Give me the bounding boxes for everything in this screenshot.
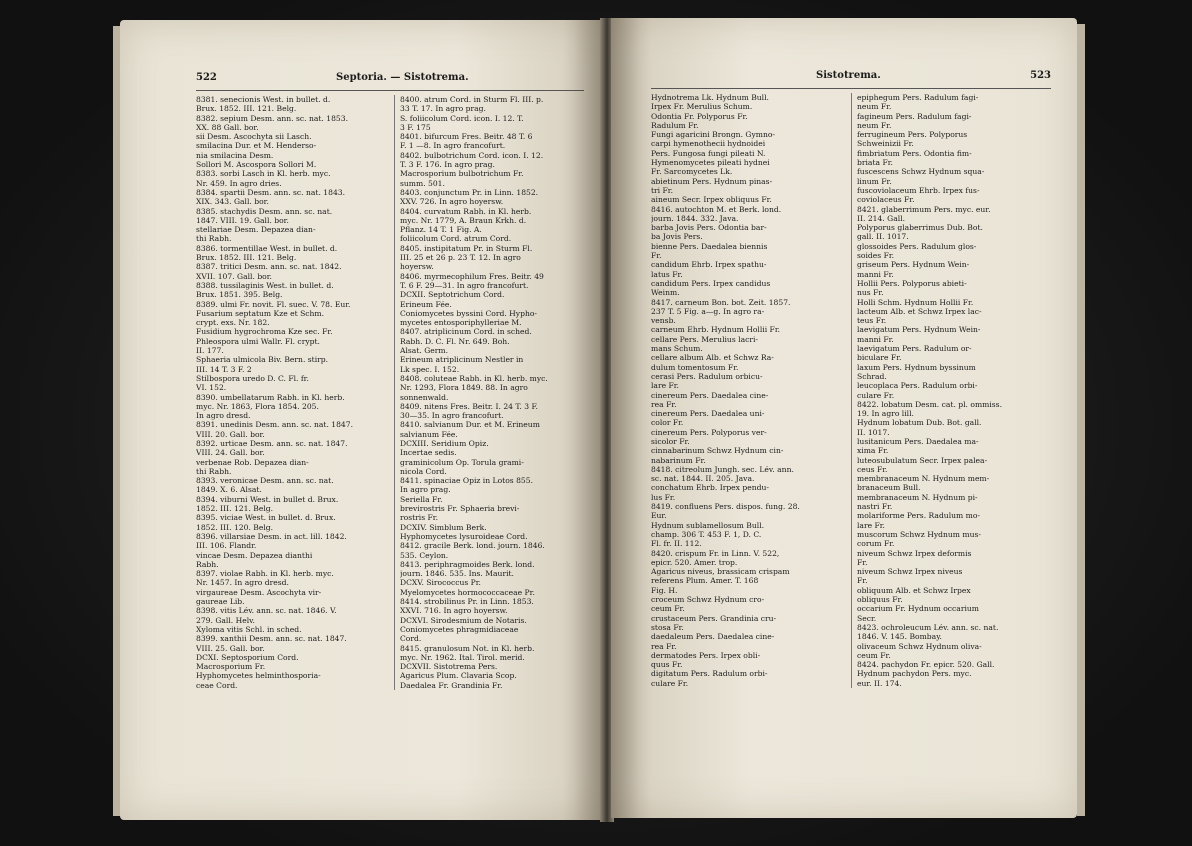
text-line: cinereum Pers. Polyporus ver- xyxy=(651,427,767,437)
left-page xyxy=(120,20,603,820)
text-line: ferrugineum Pers. Polyporus xyxy=(857,130,968,140)
text-line: Nr. 1457. In agro dresd. xyxy=(196,578,289,588)
text-line: Schweinizii Fr. xyxy=(857,139,914,149)
text-line: 8404. curvatum Rabh. in Kl. herb. xyxy=(400,206,532,216)
text-line: ceus Fr. xyxy=(857,464,888,474)
text-line: cinnabarinum Schwz Hydnum cin- xyxy=(651,446,784,456)
text-line: Fungi agaricini Brongn. Gymno- xyxy=(651,130,775,140)
text-line: 237 T. 5 Fig. a—g. In agro ra- xyxy=(651,306,765,316)
text-line: eur. II. 174. xyxy=(857,678,902,688)
text-line: T. 6 F. 29—31. In agro francofurt. xyxy=(400,280,529,290)
text-line: 8381. senecionis West. in bullet. d. xyxy=(196,95,331,104)
right-header-rule xyxy=(651,88,1051,89)
text-line: 8401. bifurcum Fres. Beitr. 48 T. 6 xyxy=(400,132,533,142)
text-line: rea Fr. xyxy=(651,641,677,651)
text-line: III. 106. Flandr. xyxy=(196,541,257,551)
text-line: 8418. citreolum Jungh. sec. Lév. ann. xyxy=(651,464,794,474)
text-line: biculare Fr. xyxy=(857,353,902,363)
text-line: nicola Cord. xyxy=(400,466,447,476)
text-line: 8384. spartii Desm. ann. sc. nat. 1843. xyxy=(196,187,346,197)
text-line: 8383. sorbi Lasch in Kl. herb. myc. xyxy=(196,169,331,179)
text-line: leucoplaca Pers. Radulum orbi- xyxy=(857,381,978,391)
text-line: 8385. stachydis Desm. ann. sc. nat. xyxy=(196,206,333,216)
text-line: obliquus Fr. xyxy=(857,595,903,605)
text-line: muscorum Schwz Hydnum mus- xyxy=(857,529,981,539)
text-line: abietinum Pers. Hydnum pinas- xyxy=(651,176,773,186)
text-line: 8412. gracile Berk. lond. journ. 1846. xyxy=(400,541,545,551)
text-line: nabarinum Fr. xyxy=(651,455,706,465)
text-line: 8421. glaberrimum Pers. myc. eur. xyxy=(857,204,991,214)
right-column-2 xyxy=(851,93,1047,688)
text-line: T. 3 F. 176. In agro prag. xyxy=(400,160,495,170)
text-line: laevigatum Pers. Hydnum Wein- xyxy=(857,325,981,335)
text-line: brevirostris Fr. Sphaeria brevi- xyxy=(400,504,520,514)
text-line: 8415. granulosum Not. in Kl. herb. xyxy=(400,643,535,653)
text-line: verbenae Rob. Depazea dian- xyxy=(196,457,309,467)
text-line: glossoides Pers. Radulum glos- xyxy=(857,241,977,251)
left-column-1 xyxy=(196,95,384,690)
text-line: Weinm. xyxy=(651,288,680,298)
text-line: XVII. 107. Gall. bor. xyxy=(196,271,272,281)
text-line: gall. II. 1017. xyxy=(857,232,909,242)
text-line: 8387. tritici Desm. ann. sc. nat. 1842. xyxy=(196,262,342,272)
text-line: thi Rabh. xyxy=(196,234,232,244)
text-line: II. 214. Gall. xyxy=(857,213,906,223)
text-line: 33 T. 17. In agro prag. xyxy=(400,104,486,114)
right-page-number: 523 xyxy=(1030,70,1051,81)
text-line: Brux. 1851. 395. Belg. xyxy=(196,290,283,300)
text-line: salvianum Fée. xyxy=(400,429,458,439)
right-fold-shadow xyxy=(611,18,651,818)
text-line: 1846. V. 145. Bombay. xyxy=(857,632,942,642)
text-line: DCXVI. Sirodesmium de Notaris. xyxy=(400,615,527,625)
text-line: Coniomycetes byssini Cord. Hypho- xyxy=(400,308,537,318)
text-line: Fusarium septatum Kze et Schm. xyxy=(196,308,325,318)
text-line: vensb. xyxy=(651,316,676,326)
text-line: II. 1017. xyxy=(857,427,890,437)
text-line: 8420. crispum Fr. in Linn. V. 522, xyxy=(651,548,780,558)
text-line: 8416. autochton M. et Berk. lond. xyxy=(651,204,782,214)
text-line: 8390. umbellatarum Rabh. in Kl. herb. xyxy=(196,392,345,402)
text-line: foliicolum Cord. atrum Cord. xyxy=(400,234,512,244)
text-line: 8398. vitis Lév. ann. sc. nat. 1846. V. xyxy=(196,606,337,616)
text-line: Fr. xyxy=(857,576,868,586)
text-line: branaceum Bull. xyxy=(857,483,921,493)
text-line: XXV. 726. In agro hoyersw. xyxy=(400,197,504,207)
text-line: referens Plum. Amer. T. 168 xyxy=(651,576,759,586)
text-line: virgaureae Desm. Ascochyta vir- xyxy=(196,587,322,597)
text-line: DCXIV. Simblum Berk. xyxy=(400,522,487,532)
text-line: 8424. pachydon Fr. epicr. 520. Gall. xyxy=(857,660,995,670)
text-line: culare Fr. xyxy=(857,390,895,400)
text-line: fimbriatum Pers. Odontia fim- xyxy=(857,148,972,158)
text-line: 8399. xanthii Desm. ann. sc. nat. 1847. xyxy=(196,634,347,644)
text-line: Eur. xyxy=(651,511,667,521)
text-line: 8405. instipitatum Pr. in Sturm Fl. xyxy=(400,243,533,253)
text-line: candidum Pers. Irpex candidus xyxy=(651,278,771,288)
text-line: digitatum Pers. Radulum orbi- xyxy=(651,669,768,679)
text-line: culare Fr. xyxy=(651,678,689,688)
text-line: 8389. ulmi Fr. novit. Fl. suec. V. 78. Eur. xyxy=(196,299,351,309)
text-line: 8391. unedinis Desm. ann. sc. nat. 1847. xyxy=(196,420,354,430)
text-line: sonnenwald. xyxy=(400,392,449,402)
text-line: Hydnum pachydon Pers. myc. xyxy=(857,669,972,679)
text-line: Fr. xyxy=(651,251,662,261)
text-line: Odontia Fr. Polyporus Fr. xyxy=(651,111,748,121)
text-line: 8406. myrmecophilum Fres. Beitr. 49 xyxy=(400,271,544,281)
text-line: 1852. III. 121. Belg. xyxy=(196,504,274,514)
text-line: ceum Fr. xyxy=(857,650,891,660)
text-line: XXVI. 716. In agro hoyersw. xyxy=(400,606,508,616)
left-column-2 xyxy=(394,95,588,690)
text-line: dermatodes Pers. Irpex obli- xyxy=(651,650,761,660)
text-line: Phleospora ulmi Wallr. Fl. crypt. xyxy=(196,336,320,346)
text-line: niveum Schwz Irpex niveus xyxy=(857,567,963,577)
text-line: VI. 152. xyxy=(196,383,227,393)
text-line: 279. Gall. Helv. xyxy=(196,615,255,625)
text-line: Stilbospora uredo D. C. Fl. fr. xyxy=(196,373,309,383)
text-line: Cord. xyxy=(400,634,422,644)
text-line: Pflanz. 14 T. 1 Fig. A. xyxy=(400,225,482,235)
text-line: nus Fr. xyxy=(857,288,884,298)
text-line: sii Desm. Ascochyta sii Lasch. xyxy=(196,132,312,142)
text-line: Incertae sedis. xyxy=(400,448,457,458)
text-line: cinereum Pers. Daedalea cine- xyxy=(651,390,769,400)
text-line: DCXI. Septosporium Cord. xyxy=(196,652,299,662)
text-line: membranaceum N. Hydnum pi- xyxy=(857,492,978,502)
text-line: 8403. conjunctum Pr. in Linn. 1852. xyxy=(400,187,539,197)
text-line: 8393. veronicae Desm. ann. sc. nat. xyxy=(196,476,334,486)
text-line: smilacina Dur. et M. Henderso- xyxy=(196,141,317,151)
text-line: In agro prag. xyxy=(400,485,451,495)
text-line: fagineum Pers. Radulum fagi- xyxy=(857,111,972,121)
text-line: Rabh. xyxy=(196,559,219,569)
text-line: coviolaceus Fr. xyxy=(857,195,915,205)
text-line: carpi hymenothecii hydnoidei xyxy=(651,139,766,149)
text-line: fuscescens Schwz Hydnum squa- xyxy=(857,167,985,177)
text-line: 8395. viciae West. in bullet. d. Brux. xyxy=(196,513,336,523)
text-line: latus Fr. xyxy=(651,269,683,279)
text-line: 19. In agro lill. xyxy=(857,409,914,419)
text-line: DCXV. Sirococcus Pr. xyxy=(400,578,481,588)
text-line: lus Fr. xyxy=(651,492,676,502)
text-line: manni Fr. xyxy=(857,334,894,344)
text-line: color Fr. xyxy=(651,418,684,428)
text-line: graminicolum Op. Torula grami- xyxy=(400,457,524,467)
text-line: champ. 306 T. 453 F. 1, D. C. xyxy=(651,529,762,539)
right-running-title: Sistotrema. xyxy=(816,70,881,81)
text-line: summ. 501. xyxy=(400,178,445,188)
right-page xyxy=(611,18,1077,818)
text-line: occarium Fr. Hydnum occarium xyxy=(857,604,979,614)
text-line: 8410. salvianum Dur. et M. Erineum xyxy=(400,420,540,430)
text-line: briata Fr. xyxy=(857,158,893,168)
text-line: 8392. urticae Desm. ann. sc. nat. 1847. xyxy=(196,438,348,448)
text-line: 8397. violae Rabh. in Kl. herb. myc. xyxy=(196,569,334,579)
text-line: 8396. villarsiae Desm. in act. lill. 1842. xyxy=(196,531,347,541)
text-line: luteosubulatum Secr. Irpex palea- xyxy=(857,455,988,465)
text-line: XX. 88 Gall. bor. xyxy=(196,122,259,132)
text-line: vincae Desm. Depazea dianthi xyxy=(196,550,313,560)
text-line: Fr. xyxy=(857,557,868,567)
text-line: 535. Ceylon. xyxy=(400,550,449,560)
text-line: 8408. coluteae Rabh. in Kl. herb. myc. xyxy=(400,373,548,383)
text-line: lusitanicum Pers. Daedalea ma- xyxy=(857,436,979,446)
text-line: ba Jovis Pers. xyxy=(651,232,703,242)
text-line: epicr. 520. Amer. trop. xyxy=(651,557,738,567)
text-line: II. 177. xyxy=(196,346,224,356)
text-line: VIII. 25. Gall. bor. xyxy=(196,643,265,653)
text-line: In agro dresd. xyxy=(196,411,251,421)
text-line: Sollori M. Ascospora Sollori M. xyxy=(196,160,317,170)
text-line: barba Jovis Pers. Odontia bar- xyxy=(651,223,767,233)
text-line: Rabh. D. C. Fl. Nr. 649. Boh. xyxy=(400,336,510,346)
left-running-title: Septoria. — Sistotrema. xyxy=(336,72,469,83)
text-line: Schrad. xyxy=(857,371,887,381)
text-line: Fusidium hygrochroma Kze sec. Fr. xyxy=(196,327,333,337)
text-line: Coniomycetes phragmidiaceae xyxy=(400,624,519,634)
text-line: 8414. strobilinus Pr. in Linn. 1853. xyxy=(400,597,534,607)
text-line: Polyporus glaberrimus Dub. Bot. xyxy=(857,223,983,233)
text-line: cellare album Alb. et Schwz Ra- xyxy=(651,353,774,363)
text-line: 8400. atrum Cord. in Sturm Fl. III. p. xyxy=(400,95,544,104)
text-line: myc. Nr. 1863, Flora 1854. 205. xyxy=(196,401,319,411)
text-line: 8388. tussilaginis West. in bullet. d. xyxy=(196,280,334,290)
text-line: F. 1 —8. In agro francofurt. xyxy=(400,141,506,151)
text-line: lare Fr. xyxy=(857,520,885,530)
left-page-number: 522 xyxy=(196,72,217,83)
text-line: Agaricus Plum. Clavaria Scop. xyxy=(400,671,517,681)
text-line: Fl. fr. II. 112. xyxy=(651,539,702,549)
text-line: Hollii Pers. Polyporus abieti- xyxy=(857,278,967,288)
text-line: candidum Ehrb. Irpex spathu- xyxy=(651,260,767,270)
text-line: teus Fr. xyxy=(857,316,887,326)
text-line: XIX. 343. Gall. bor. xyxy=(196,197,269,207)
text-line: Erineum atriplicinum Nestler in xyxy=(400,355,524,365)
text-line: journ. 1846. 535. Ins. Maurit. xyxy=(400,569,514,579)
text-line: Hymenomycetes pileati hydnei xyxy=(651,158,770,168)
text-line: cinereum Pers. Daedalea uni- xyxy=(651,409,765,419)
text-line: Nr. 459. In agro dries. xyxy=(196,178,282,188)
text-line: daedaleum Pers. Daedalea cine- xyxy=(651,632,775,642)
text-line: 8402. bulbotrichum Cord. icon. I. 12. xyxy=(400,150,544,160)
text-line: carneum Ehrb. Hydnum Hollii Fr. xyxy=(651,325,781,335)
text-line: VIII. 24. Gall. bor. xyxy=(196,448,265,458)
left-columns xyxy=(196,95,588,690)
text-line: cellare Pers. Merulius lacri- xyxy=(651,334,758,344)
text-line: fuscoviolaceum Ehrb. Irpex fus- xyxy=(857,185,980,195)
text-line: tri Fr. xyxy=(651,185,674,195)
text-line: niveum Schwz Irpex deformis xyxy=(857,548,972,558)
text-line: gaureae Lib. xyxy=(196,597,245,607)
text-line: laxum Pers. Hydnum byssinum xyxy=(857,362,976,372)
text-line: Radulum Fr. xyxy=(651,120,699,130)
right-page-edges xyxy=(1077,24,1085,816)
text-line: Hydnotrema Lk. Hydnum Bull. xyxy=(651,93,769,102)
text-line: croceum Schwz Hydnum cro- xyxy=(651,595,765,605)
text-line: 8407. atriplicinum Cord. in sched. xyxy=(400,327,532,337)
text-line: ceae Cord. xyxy=(196,680,238,690)
text-line: Agaricus niveus, brassicam crispam xyxy=(651,567,790,577)
text-line: stellariae Desm. Depazea dian- xyxy=(196,225,316,235)
text-line: griseum Pers. Hydnum Wein- xyxy=(857,260,970,270)
text-line: stosa Fr. xyxy=(651,622,684,632)
text-line: 8417. carneum Bon. bot. Zeit. 1857. xyxy=(651,297,791,307)
text-line: ceum Fr. xyxy=(651,604,685,614)
text-line: xima Fr. xyxy=(857,446,889,456)
text-line: Holli Schm. Hydnum Hollii Fr. xyxy=(857,297,974,307)
text-line: Daedalea Fr. Grandinia Fr. xyxy=(400,680,503,690)
text-line: soides Fr. xyxy=(857,251,895,261)
text-line: 8394. viburni West. in bullet d. Brux. xyxy=(196,494,339,504)
text-line: sc. nat. 1844. II. 205. Java. xyxy=(651,474,755,484)
text-line: neum Fr. xyxy=(857,120,892,130)
text-line: journ. 1844. 332. Java. xyxy=(651,213,739,223)
text-line: Hydnum sublamellosum Bull. xyxy=(651,520,765,530)
text-line: rea Fr. xyxy=(651,399,677,409)
text-line: 8423. ochroleucum Lév. ann. sc. nat. xyxy=(857,622,999,632)
text-line: sicolor Fr. xyxy=(651,436,690,446)
text-line: hoyersw. xyxy=(400,262,434,272)
text-line: 8413. periphragmoides Berk. lond. xyxy=(400,559,535,569)
text-line: nastri Fr. xyxy=(857,502,893,512)
text-line: Secr. xyxy=(857,613,877,623)
text-line: myc. Nr. 1962. Ital. Tirol. merid. xyxy=(400,652,525,662)
text-line: membranaceum N. Hydnum mem- xyxy=(857,474,990,484)
text-line: mycetes entosporiphylleriae M. xyxy=(400,318,522,328)
text-line: 8382. sepium Desm. ann. sc. nat. 1853. xyxy=(196,113,348,123)
text-line: bienne Pers. Daedalea biennis xyxy=(651,241,768,251)
text-line: Sphaeria ulmicola Biv. Bern. stirp. xyxy=(196,355,329,365)
text-line: Erineum Fée. xyxy=(400,299,452,309)
text-line: Fig. H. xyxy=(651,585,678,595)
text-line: conchatum Ehrb. Irpex pendu- xyxy=(651,483,769,493)
left-header-rule xyxy=(196,90,584,91)
text-line: lare Fr. xyxy=(651,381,679,391)
text-line: 8422. lobatum Desm. cat. pl. ommiss. xyxy=(857,399,1002,409)
text-line: 1852. III. 120. Belg. xyxy=(196,522,274,532)
text-line: cerasi Pers. Radulum orbicu- xyxy=(651,371,763,381)
text-line: Nr. 1293, Flora 1849. 88. In agro xyxy=(400,383,528,393)
text-line: molariforme Pers. Radulum mo- xyxy=(857,511,980,521)
text-line: S. foliicolum Cord. icon. I. 12. T. xyxy=(400,113,524,123)
right-column-1 xyxy=(651,93,841,688)
text-line: 30—35. In agro francofurt. xyxy=(400,411,504,421)
text-line: 1849. X. 6. Alsat. xyxy=(196,485,262,495)
text-line: VIII. 20. Gall. bor. xyxy=(196,429,265,439)
text-line: obliquum Alb. et Schwz Irpex xyxy=(857,585,971,595)
text-line: 1847. VIII. 19. Gall. bor. xyxy=(196,215,289,225)
text-line: dulum tomentosum Fr. xyxy=(651,362,739,372)
text-line: Irpex Fr. Merulius Schum. xyxy=(651,102,753,112)
text-line: 8411. spinaciae Opiz in Lotos 855. xyxy=(400,476,533,486)
text-line: Brux. 1852. III. 121. Belg. xyxy=(196,253,297,263)
text-line: Pers. Fungosa fungi pileati N. xyxy=(651,148,766,158)
text-line: Hyphomycetes helminthosporia- xyxy=(196,671,321,681)
text-line: Myelomycetes hormococcaceae Pr. xyxy=(400,587,535,597)
text-line: Brux. 1852. III. 121. Belg. xyxy=(196,104,297,114)
text-line: Hydnum lobatum Dub. Bot. gall. xyxy=(857,418,982,428)
text-line: 3 F. 175 xyxy=(400,122,431,132)
text-line: myc. Nr. 1779, A. Braun Krkh. d. xyxy=(400,215,527,225)
text-line: nia smilacina Desm. xyxy=(196,150,274,160)
text-line: neum Fr. xyxy=(857,102,892,112)
text-line: corum Fr. xyxy=(857,539,895,549)
text-line: DCXIII. Seridium Opiz. xyxy=(400,438,489,448)
right-columns xyxy=(651,93,1053,688)
text-line: DCXVII. Sistotrema Pers. xyxy=(400,662,498,672)
text-line: DCXII. Septotrichum Cord. xyxy=(400,290,505,300)
text-line: quus Fr. xyxy=(651,660,683,670)
text-line: 8419. confluens Pers. dispos. fung. 28. xyxy=(651,502,800,512)
text-line: manni Fr. xyxy=(857,269,894,279)
text-line: 8386. tormentillae West. in bullet. d. xyxy=(196,243,338,253)
text-line: thi Rabh. xyxy=(196,466,232,476)
text-line: Hyphomycetes lysuroideae Cord. xyxy=(400,531,528,541)
text-line: Alsat. Germ. xyxy=(400,346,449,356)
text-line: olivaceum Schwz Hydnum oliva- xyxy=(857,641,982,651)
text-line: aineum Secr. Irpex obliquus Fr. xyxy=(651,195,772,205)
text-line: Xyloma vitis Schl. in sched. xyxy=(196,624,302,634)
text-line: Lk spec. I. 152. xyxy=(400,364,460,374)
text-line: III. 14 T. 3 F. 2 xyxy=(196,364,252,374)
text-line: Fr. Sarcomycetes Lk. xyxy=(651,167,733,177)
text-line: linum Fr. xyxy=(857,176,892,186)
text-line: mans Schum. xyxy=(651,344,703,354)
text-line: Macrosporium Fr. xyxy=(196,662,266,672)
text-line: laevigatum Pers. Radulum or- xyxy=(857,344,972,354)
text-line: epiphegum Pers. Radulum fagi- xyxy=(857,93,979,102)
text-line: crustaceum Pers. Grandinia cru- xyxy=(651,613,777,623)
text-line: crypt. exs. Nr. 182. xyxy=(196,318,270,328)
text-line: 8409. nitens Fres. Beitr. I. 24 T. 3 F. xyxy=(400,401,538,411)
text-line: Seriella Fr. xyxy=(400,494,443,504)
text-line: III. 25 et 26 p. 23 T. 12. In agro xyxy=(400,253,521,263)
text-line: Macrosporium bulbotrichum Fr. xyxy=(400,169,524,179)
text-line: rostris Fr. xyxy=(400,513,438,523)
text-line: lacteum Alb. et Schwz Irpex lac- xyxy=(857,306,982,316)
